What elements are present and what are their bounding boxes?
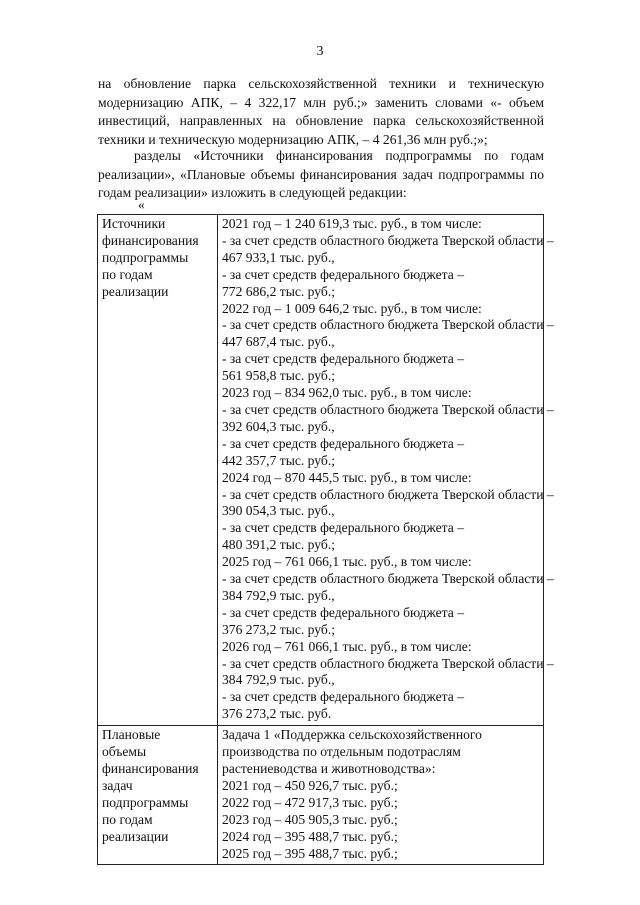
funding-line: - за счет средств областного бюджета Тверской области –	[222, 486, 554, 502]
funding-line: - за счет средств областного бюджета Тверской области –	[222, 232, 554, 248]
table-row-planned-volumes	[98, 726, 544, 865]
funding-line: 2023 год – 834 962,0 тыс. руб., в том числе:	[222, 385, 472, 401]
paragraph-sections: разделы «Источники финансирования подпрограммы по годам реализации», «Плановые объемы финансирования задач подпрограммы по годам реализации» изложить в следующей редакции:	[98, 148, 544, 200]
funding-line: 390 054,3 тыс. руб.,	[222, 503, 335, 519]
funding-line: - за счет средств областного бюджета Тверской области –	[222, 317, 554, 333]
row-label-line: финансирования	[102, 232, 199, 248]
funding-line: 772 686,2 тыс. руб.;	[222, 283, 336, 299]
row-label-line: Плановые	[102, 727, 161, 743]
funding-line: - за счет средств областного бюджета Тверской области –	[222, 571, 554, 587]
funding-line: - за счет средств федерального бюджета –	[222, 520, 465, 536]
row-label-line: объемы	[102, 744, 147, 760]
funding-line: 384 792,9 тыс. руб.,	[222, 587, 335, 603]
opening-quote-mark: «	[138, 197, 145, 212]
planned-volumes-label-cell	[98, 726, 218, 865]
funding-sources-label-cell	[98, 215, 218, 726]
funding-line: 2024 год – 870 445,5 тыс. руб., в том числе:	[222, 469, 472, 485]
task-line: 2025 год – 395 488,7 тыс. руб.;	[222, 845, 398, 861]
task-line: Задача 1 «Поддержка сельскохозяйственного	[222, 727, 482, 743]
financing-table	[97, 214, 554, 865]
funding-line: 480 391,2 тыс. руб.;	[222, 537, 336, 553]
row-label-line: подпрограммы	[102, 794, 189, 810]
planned-volumes-content-cell	[218, 726, 544, 865]
funding-line: - за счет средств федерального бюджета –	[222, 351, 465, 367]
row-label-line: по годам	[102, 266, 153, 282]
task-line: 2021 год – 450 926,7 тыс. руб.;	[222, 777, 398, 793]
task-line: 2023 год – 405 905,3 тыс. руб.;	[222, 811, 398, 827]
page-number: 3	[316, 44, 324, 59]
row-label-line: реализации	[102, 828, 169, 844]
task-line: растениеводства и животноводства»:	[222, 761, 436, 776]
funding-line: 376 273,2 тыс. руб.	[222, 706, 332, 722]
row-label-line: финансирования	[102, 761, 199, 776]
task-line: 2022 год – 472 917,3 тыс. руб.;	[222, 794, 398, 810]
funding-line: 392 604,3 тыс. руб.,	[222, 418, 335, 434]
table-row-funding-sources	[98, 215, 544, 726]
funding-line: - за счет средств федерального бюджета –	[222, 266, 465, 282]
funding-line: 442 357,7 тыс. руб.;	[222, 452, 336, 468]
funding-line: 561 958,8 тыс. руб.;	[222, 368, 336, 384]
funding-line: - за счет средств федерального бюджета –	[222, 435, 465, 451]
funding-line: 384 792,9 тыс. руб.,	[222, 672, 335, 688]
funding-line: 2025 год – 761 066,1 тыс. руб., в том числе:	[222, 554, 472, 570]
task-line: 2024 год – 395 488,7 тыс. руб.;	[222, 828, 398, 844]
task-line: производства по отдельным подотраслям	[222, 744, 461, 760]
funding-line: - за счет средств федерального бюджета –	[222, 604, 465, 620]
funding-line: 447 687,4 тыс. руб.,	[222, 334, 335, 350]
funding-line: - за счет средств областного бюджета Тверской области –	[222, 401, 554, 417]
row-label-line: по годам	[102, 811, 153, 827]
row-label-line: задач	[102, 777, 133, 793]
paragraph-amendment: на обновление парка сельскохозяйственной техники и техническую модернизацию АПК, – 4 322,17 млн руб.;» заменить словами «- объем инвестиций, направленных на обновление парка сельскохозяйственной техники и техническую модернизацию АПК, – 4 261,36 млн руб.;»;	[98, 76, 544, 147]
funding-line: - за счет средств федерального бюджета –	[222, 689, 465, 705]
row-label-line: подпрограммы	[102, 249, 189, 265]
funding-line: 2022 год – 1 009 646,2 тыс. руб., в том числе:	[222, 300, 482, 316]
funding-line: 2026 год – 761 066,1 тыс. руб., в том числе:	[222, 638, 472, 654]
row-label-line: Источники	[102, 216, 166, 231]
row-label-line: реализации	[102, 283, 169, 299]
funding-line: - за счет средств областного бюджета Тверской области –	[222, 655, 554, 671]
funding-line: 376 273,2 тыс. руб.;	[222, 621, 336, 637]
funding-line: 2021 год – 1 240 619,3 тыс. руб., в том числе:	[222, 216, 482, 231]
funding-sources-content-cell	[218, 215, 554, 726]
funding-line: 467 933,1 тыс. руб.,	[222, 249, 335, 265]
